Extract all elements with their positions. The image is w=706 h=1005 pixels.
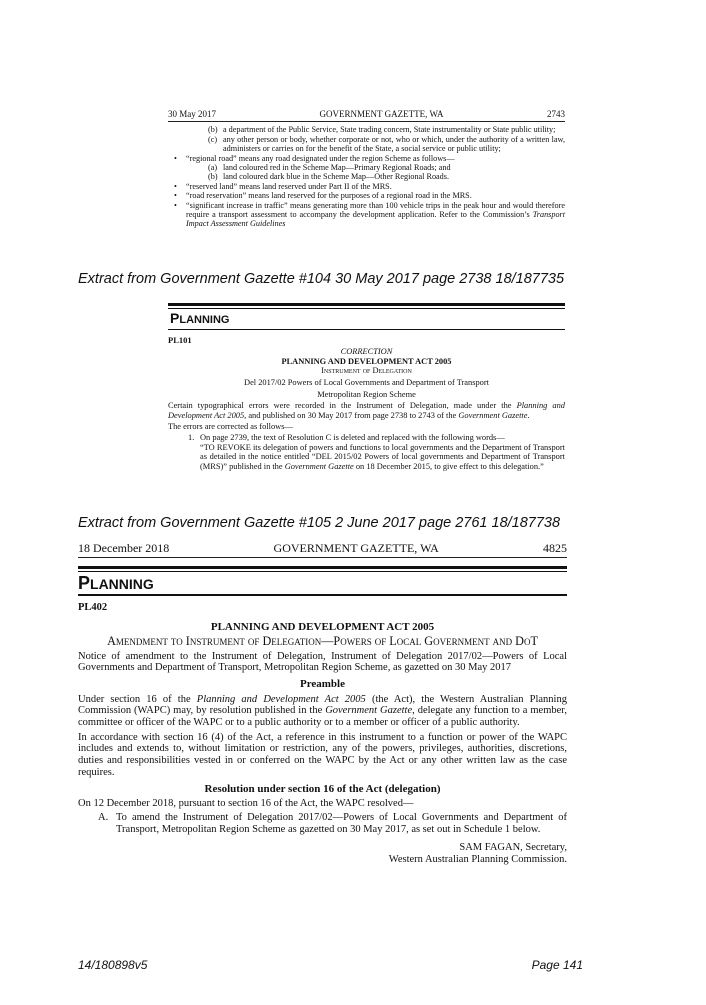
list-item bbox=[208, 163, 565, 172]
item-label: (c) bbox=[208, 134, 218, 144]
preamble-heading: Preamble bbox=[299, 677, 345, 690]
list-item bbox=[208, 172, 565, 181]
document-reference: 14/180898v5 bbox=[78, 958, 148, 972]
paragraph: Certain typographical errors were recorded in the Instrument of Delegation, made under the Planning and Development Act 2005, and published on 30 May 2017 from page 2738 to 2743 of the Government Gazette. bbox=[168, 401, 565, 420]
item-label: (b) bbox=[208, 172, 218, 182]
gazette-header bbox=[78, 543, 567, 558]
act-title: PLANNING AND DEVELOPMENT ACT 2005 bbox=[281, 356, 452, 366]
section-rule bbox=[78, 566, 567, 569]
item-text: land coloured dark blue in the Scheme Map—Other Regional Roads. bbox=[223, 172, 450, 182]
notice-number: PL101 bbox=[168, 334, 192, 345]
item-text: On page 2739, the text of Resolution C is deleted and replaced with the following words— bbox=[200, 432, 505, 442]
bullet-item bbox=[174, 191, 565, 200]
instrument-title: Instrument of Delegation bbox=[321, 366, 412, 376]
bullet-icon: • bbox=[174, 153, 177, 163]
item-text: any other person or body, whether corporate or not, who or which, under the authority of a written law, administers or carries on for the benefit of the State, a social service or public utility; bbox=[223, 134, 565, 154]
amendment-title: Amendment to Instrument of Delegation—Powers of Local Government and DoT bbox=[107, 633, 538, 648]
header-title: GOVERNMENT GAZETTE, WA bbox=[273, 541, 439, 555]
section-heading: PLANNING bbox=[78, 572, 154, 593]
item-text: a department of the Public Service, State trading concern, State instrumentality or State public utility; bbox=[223, 125, 556, 135]
section-rule bbox=[168, 303, 565, 306]
scheme-title: Metropolitan Region Scheme bbox=[317, 389, 416, 399]
section-rule bbox=[78, 594, 567, 596]
bullet-icon: • bbox=[174, 191, 177, 201]
header-date: 30 May 2017 bbox=[168, 109, 216, 119]
list-item bbox=[188, 433, 565, 443]
page-footer bbox=[78, 958, 583, 972]
paragraph: The errors are corrected as follows— bbox=[168, 422, 293, 432]
extract-caption-104: Extract from Government Gazette #104 30 May 2017 page 2738 18/187735 bbox=[78, 271, 565, 287]
bullet-icon: • bbox=[174, 181, 177, 191]
section-rule bbox=[168, 329, 565, 330]
signatory-name: SAM FAGAN, Secretary, bbox=[459, 842, 567, 854]
quoted-text: “TO REVOKE its delegation of powers and functions to local governments and the Department of Transport as detailed in the notice entitled “DEL 2015/02 Powers of local governments and Department of Transport (MRS)” published in the Government Gazette on 18 December 2015, to give effect to this delegation.” bbox=[200, 442, 565, 471]
list-item bbox=[208, 135, 565, 154]
signature-block bbox=[78, 842, 567, 865]
item-label: (b) bbox=[208, 125, 218, 135]
gazette-extract-4825 bbox=[78, 543, 567, 866]
paragraph: On 12 December 2018, pursuant to section 16 of the Act, the WAPC resolved— bbox=[78, 798, 414, 810]
page-number: Page 141 bbox=[531, 958, 583, 972]
paragraph: In accordance with section 16 (4) of the Act, a reference in this instrument to a function or power of the WAPC includes and extends to, without limitation or restriction, any of the powers, privileges, authorities, discretions, duties and responsibilities vested in or conferred on the WAPC by the Act or any other written law as the case requires. bbox=[78, 731, 567, 778]
notice-number: PL402 bbox=[78, 602, 108, 614]
signatory-org: Western Australian Planning Commission. bbox=[388, 854, 567, 866]
gazette-extract-2743 bbox=[168, 110, 565, 229]
bullet-icon: • bbox=[174, 200, 177, 210]
bullet-text: “significant increase in traffic” means generating more than 100 vehicle trips in the peak hour and would therefore require a transport assessment to accompany the development application. Refer to the Commission’s Transport Impact Assessment Guidelines bbox=[186, 200, 565, 229]
act-title: PLANNING AND DEVELOPMENT ACT 2005 bbox=[210, 621, 435, 634]
resolution-heading: Resolution under section 16 of the Act (delegation) bbox=[204, 782, 441, 795]
header-page: 2743 bbox=[547, 109, 565, 119]
bullet-text: “regional road” means any road designated under the region Scheme as follows— bbox=[186, 153, 455, 163]
item-label: (a) bbox=[208, 163, 218, 173]
delegation-title: Del 2017/02 Powers of Local Governments and Department of Transport bbox=[244, 377, 489, 387]
item-text: To amend the Instrument of Delegation 2017/02—Powers of Local Governments and Department of Transport, Metropolitan Region Scheme as gazetted on 30 May 2017, as set out in Schedule 1 below. bbox=[116, 811, 567, 835]
list-item bbox=[208, 125, 565, 134]
gazette-extract-correction bbox=[168, 303, 565, 471]
gazette-header bbox=[168, 110, 565, 122]
item-label: 1. bbox=[188, 432, 195, 442]
notice-paragraph: Notice of amendment to the Instrument of Delegation, Instrument of Delegation 2017/02—Powers of Local Governments and Department of Transport, Metropolitan Region Scheme, as gazetted on 30 May 2017 bbox=[78, 650, 567, 674]
extract-caption-105: Extract from Government Gazette #105 2 June 2017 page 2761 18/187738 bbox=[78, 515, 561, 531]
item-text: land coloured red in the Scheme Map—Primary Regional Roads; and bbox=[223, 163, 451, 173]
bullet-text: “reserved land” means land reserved under Part II of the MRS. bbox=[186, 181, 392, 191]
header-title: GOVERNMENT GAZETTE, WA bbox=[319, 109, 444, 119]
correction-label: CORRECTION bbox=[340, 347, 393, 357]
section-rule bbox=[78, 571, 567, 572]
section-heading: PLANNING bbox=[170, 310, 230, 326]
bullet-item bbox=[174, 201, 565, 229]
header-date: 18 December 2018 bbox=[78, 541, 170, 555]
header-page: 4825 bbox=[543, 541, 567, 555]
list-item bbox=[98, 812, 567, 835]
bullet-item bbox=[174, 154, 565, 163]
paragraph: Under section 16 of the Planning and Development Act 2005 (the Act), the Western Australian Planning Commission (WAPC) may, by resolution published in the Government Gazette, delegate any function to a member, committee or officer of the WAPC or to a public authority or to a member or officer of a public authority. bbox=[78, 693, 567, 729]
bullet-text: “road reservation” means land reserved for the purposes of a regional road in the MRS. bbox=[186, 191, 472, 201]
section-rule bbox=[168, 308, 565, 309]
bullet-item bbox=[174, 182, 565, 191]
item-label: A. bbox=[98, 811, 109, 823]
guidelines-title: Transport Impact Assessment Guidelines bbox=[186, 210, 565, 229]
